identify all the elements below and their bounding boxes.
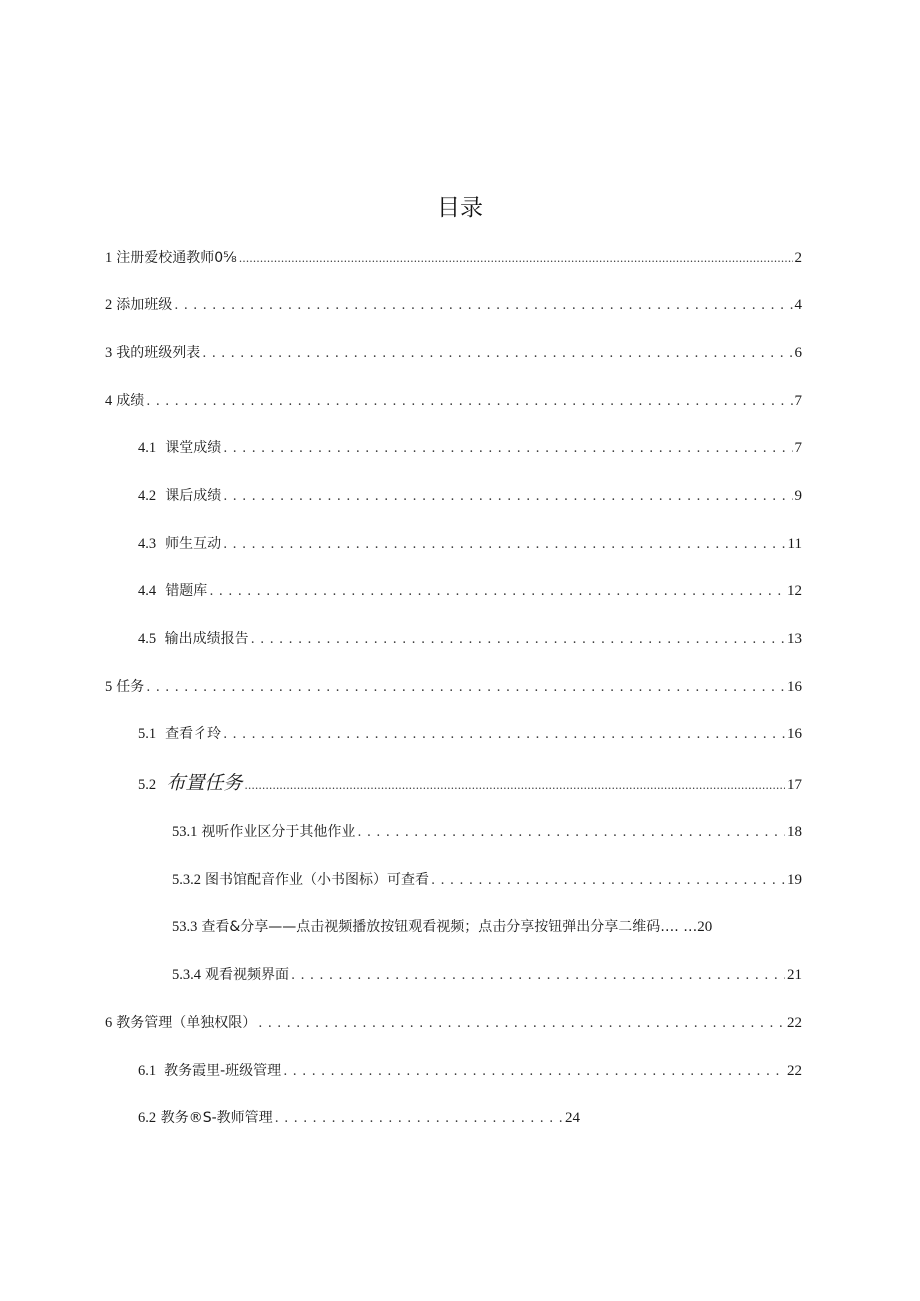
toc-entry-3[interactable] xyxy=(105,343,802,364)
toc-entry-page: 22 xyxy=(787,1063,802,1079)
toc-entry-number: 4.1 xyxy=(138,440,157,456)
toc-entry-text: 查看&分享——点击视频播放按钮观看视频；点击分享按钮弹出分享二维码…. … xyxy=(201,919,698,935)
toc-entry-page: 19 xyxy=(787,872,802,888)
toc-entry-page: 9 xyxy=(794,488,802,504)
toc-entry-text: 布置任务 xyxy=(166,772,243,794)
toc-leader xyxy=(223,438,792,459)
toc-entry-4-1[interactable] xyxy=(138,438,802,459)
toc-entry-text: 注册爱校通教师0⅝ xyxy=(116,250,237,266)
toc-leader xyxy=(291,965,785,986)
toc-entry-page: 18 xyxy=(787,824,802,840)
toc-entry-page: 12 xyxy=(787,583,802,599)
toc-entry-number: 4.4 xyxy=(138,583,157,599)
toc-entry-page: 13 xyxy=(787,631,802,647)
toc-leader xyxy=(251,629,785,650)
toc-entry-text: 视听作业区分于其他作业 xyxy=(201,824,356,840)
toc-entry-text: 课堂成绩 xyxy=(165,440,222,456)
toc-entry-text: 查看彳玲 xyxy=(165,726,222,742)
toc-entry-number: 4 xyxy=(105,393,113,409)
toc-entry-5-3-1[interactable] xyxy=(172,822,802,843)
toc-leader xyxy=(223,724,785,745)
toc-leader xyxy=(258,1013,785,1034)
toc-entry-number: 4.2 xyxy=(138,488,157,504)
toc-leader xyxy=(283,1061,785,1082)
toc-entry-number: 53.1 xyxy=(172,824,198,840)
toc-entry-4-5[interactable] xyxy=(138,629,802,650)
toc-entry-page: 24 xyxy=(565,1110,580,1126)
toc-entry-6[interactable] xyxy=(105,1013,802,1034)
toc-entry-number: 1 xyxy=(105,250,113,266)
toc-entry-number: 6.2 xyxy=(138,1110,157,1126)
toc-title: 目录 xyxy=(437,195,483,221)
toc-entry-number: 4.3 xyxy=(138,536,157,552)
toc-entry-4[interactable] xyxy=(105,391,802,412)
toc-leader xyxy=(431,870,785,891)
toc-entry-number: 4.5 xyxy=(138,631,157,647)
toc-entry-text: 教务®S-教师管理 xyxy=(160,1110,273,1126)
toc-entry-text: 成绩 xyxy=(116,393,145,409)
toc-entry-page: 21 xyxy=(787,967,802,983)
toc-leader xyxy=(275,1108,563,1129)
toc-entry-5-2[interactable] xyxy=(138,771,802,798)
toc-entry-page: 2 xyxy=(794,250,802,266)
toc-entry-number: 5.3.2 xyxy=(172,872,201,888)
toc-entry-number: 53.3 xyxy=(172,919,198,935)
toc-leader xyxy=(223,486,792,507)
toc-entry-6-1[interactable] xyxy=(138,1061,802,1082)
toc-entry-5-3-4[interactable] xyxy=(172,965,802,986)
toc-entry-text: 观看视频界面 xyxy=(205,967,289,983)
toc-entry-5-3-2[interactable] xyxy=(172,870,802,891)
toc-entry-text: 图书馆配音作业（小书图标）可查看 xyxy=(205,872,429,888)
toc-entry-page: 20 xyxy=(697,919,713,935)
toc-entry-text: 输出成绩报告 xyxy=(164,631,249,647)
toc-entry-page: 17 xyxy=(787,777,802,793)
toc-leader xyxy=(174,295,792,316)
toc-leader xyxy=(209,581,785,602)
toc-entry-number: 3 xyxy=(105,345,113,361)
toc-entry-number: 2 xyxy=(105,297,113,313)
toc-entry-page: 22 xyxy=(787,1015,802,1031)
toc-entry-text: 我的班级列表 xyxy=(116,345,201,361)
toc-entry-text: 任务 xyxy=(116,679,145,695)
toc-entry-number: 5.2 xyxy=(138,777,157,793)
toc-entry-page: 16 xyxy=(787,679,802,695)
toc-entry-text: 错题库 xyxy=(165,583,208,599)
toc-leader xyxy=(146,391,792,412)
toc-entry-number: 6 xyxy=(105,1015,113,1031)
toc-entry-number: 6.1 xyxy=(138,1063,157,1079)
toc-entry-page: 7 xyxy=(794,393,802,409)
toc-entry-4-2[interactable] xyxy=(138,486,802,507)
toc-entry-text: 教务霞里-班级管理 xyxy=(164,1063,282,1079)
toc-entry-text: 添加班级 xyxy=(116,297,173,313)
toc-entry-4-3[interactable] xyxy=(138,534,802,555)
toc-entry-page: 6 xyxy=(794,345,802,361)
toc-entry-page: 11 xyxy=(787,536,802,552)
toc-leader xyxy=(146,677,785,698)
toc-leader xyxy=(244,773,785,798)
toc-entry-text: 教务管理（单独权限） xyxy=(116,1015,257,1031)
toc-entry-2[interactable] xyxy=(105,295,802,316)
toc-leader xyxy=(202,343,792,364)
toc-entry-page: 4 xyxy=(794,297,802,313)
toc-entry-5-1[interactable] xyxy=(138,724,802,745)
toc-leader xyxy=(223,534,785,555)
toc-entry-6-2[interactable] xyxy=(138,1108,580,1129)
toc-entry-text: 课后成绩 xyxy=(165,488,222,504)
toc-leader xyxy=(239,248,793,269)
toc-entry-number: 5 xyxy=(105,679,113,695)
toc-entry-1[interactable] xyxy=(105,248,802,269)
toc-entry-number: 5.1 xyxy=(138,726,157,742)
toc-entry-5-3-3[interactable] xyxy=(172,917,802,937)
toc-entry-number: 5.3.4 xyxy=(172,967,201,983)
toc-entry-4-4[interactable] xyxy=(138,581,802,602)
toc-entry-text: 师生互动 xyxy=(165,536,222,552)
toc-entry-page: 16 xyxy=(787,726,802,742)
toc-leader xyxy=(357,822,785,843)
toc-entry-page: 7 xyxy=(794,440,802,456)
toc-entry-5[interactable] xyxy=(105,677,802,698)
